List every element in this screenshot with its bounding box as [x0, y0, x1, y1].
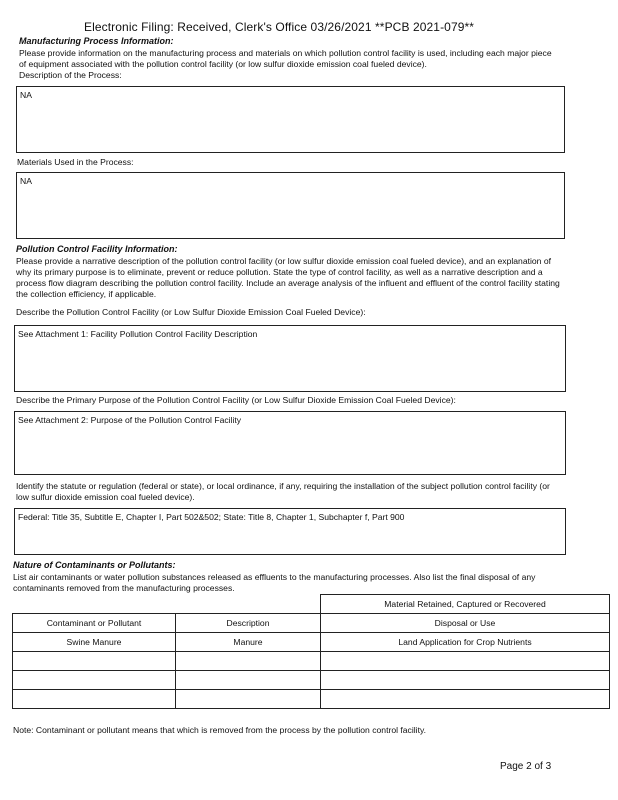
primary-purpose-field[interactable]: [14, 411, 566, 475]
process-label: Description of the Process:: [19, 70, 122, 80]
table-cell[interactable]: Manure: [176, 633, 321, 652]
table-row: [13, 652, 610, 671]
table-cell[interactable]: [13, 671, 176, 690]
facility-description-field[interactable]: [14, 325, 566, 392]
pollution-control-instructions: Please provide a narrative description of the pollution control facility (or low sulfur dioxide emission coal fueled device), and an explanation of why its primary purpose is to eliminate, prevent or reduce pollution. State the type of control facility, as well as a narrative description and a process flow diagram describing the pollution control facility. Include an average analysis of the influent and effluent of the control facility stating the collection efficiency, if applicable.: [16, 256, 560, 299]
statute-field[interactable]: [14, 508, 566, 555]
table-header-row: [13, 614, 610, 633]
contaminants-heading: Nature of Contaminants or Pollutants:: [13, 560, 176, 570]
filing-stamp: Electronic Filing: Received, Clerk's Office 03/26/2021 **PCB 2021-079**: [84, 20, 475, 34]
materials-label: Materials Used in the Process:: [17, 157, 134, 167]
statute-value: Federal: Title 35, Subtitle E, Chapter I, Part 502&502; State: Title 8, Chapter 1, Subchapter f, Part 900: [18, 512, 405, 522]
contaminant-note: Note: Contaminant or pollutant means that which is removed from the process by the pollution control facility.: [13, 725, 427, 735]
table-row: [13, 671, 610, 690]
table-cell[interactable]: [13, 652, 176, 671]
contaminants-instructions: List air contaminants or water pollution substances released as effluents to the manufacturing processes. Also list the final disposal of any contaminants removed from the manufacturing processes.: [13, 572, 536, 593]
statute-label: Identify the statute or regulation (federal or state), or local ordinance, if any, requiring the installation of the subject pollution control facility (or low sulfur dioxide emission coal fueled device).: [16, 481, 550, 502]
primary-purpose-label: Describe the Primary Purpose of the Pollution Control Facility (or Low Sulfur Dioxide Emission Coal Fueled Device):: [16, 395, 456, 405]
page-number: Page 2 of 3: [500, 761, 552, 772]
table-cell[interactable]: [321, 671, 610, 690]
column-header-disposal: Disposal or Use: [321, 614, 610, 633]
table-group-header-row: [13, 595, 610, 614]
process-description-field[interactable]: [16, 86, 565, 153]
table-cell[interactable]: [321, 652, 610, 671]
facility-description-value: See Attachment 1: Facility Pollution Control Facility Description: [18, 329, 258, 339]
table-cell[interactable]: Land Application for Crop Nutrients: [321, 633, 610, 652]
table-cell[interactable]: [321, 690, 610, 709]
table-cell[interactable]: Swine Manure: [13, 633, 176, 652]
pollution-control-heading: Pollution Control Facility Information:: [16, 244, 178, 254]
materials-used-field[interactable]: [16, 172, 565, 239]
table-cell[interactable]: [176, 652, 321, 671]
process-description-value: NA: [20, 90, 32, 100]
primary-purpose-value: See Attachment 2: Purpose of the Pollution Control Facility: [18, 415, 242, 425]
table-cell[interactable]: [176, 671, 321, 690]
table-cell[interactable]: [13, 690, 176, 709]
materials-used-value: NA: [20, 176, 32, 186]
describe-facility-label: Describe the Pollution Control Facility (or Low Sulfur Dioxide Emission Coal Fueled Device):: [16, 307, 366, 317]
column-header-contaminant: Contaminant or Pollutant: [13, 614, 176, 633]
manufacturing-instructions: Please provide information on the manufacturing process and materials on which pollution control facility is used, including each major piece of equipment associated with the pollution control facility (or low sulfur dioxide emission coal fueled device).: [19, 48, 552, 69]
table-cell[interactable]: [176, 690, 321, 709]
manufacturing-heading: Manufacturing Process Information:: [19, 36, 174, 46]
group-header: Material Retained, Captured or Recovered: [321, 595, 610, 614]
table-row: [13, 633, 610, 652]
contaminants-table: [12, 594, 610, 709]
table-row: [13, 690, 610, 709]
column-header-description: Description: [176, 614, 321, 633]
